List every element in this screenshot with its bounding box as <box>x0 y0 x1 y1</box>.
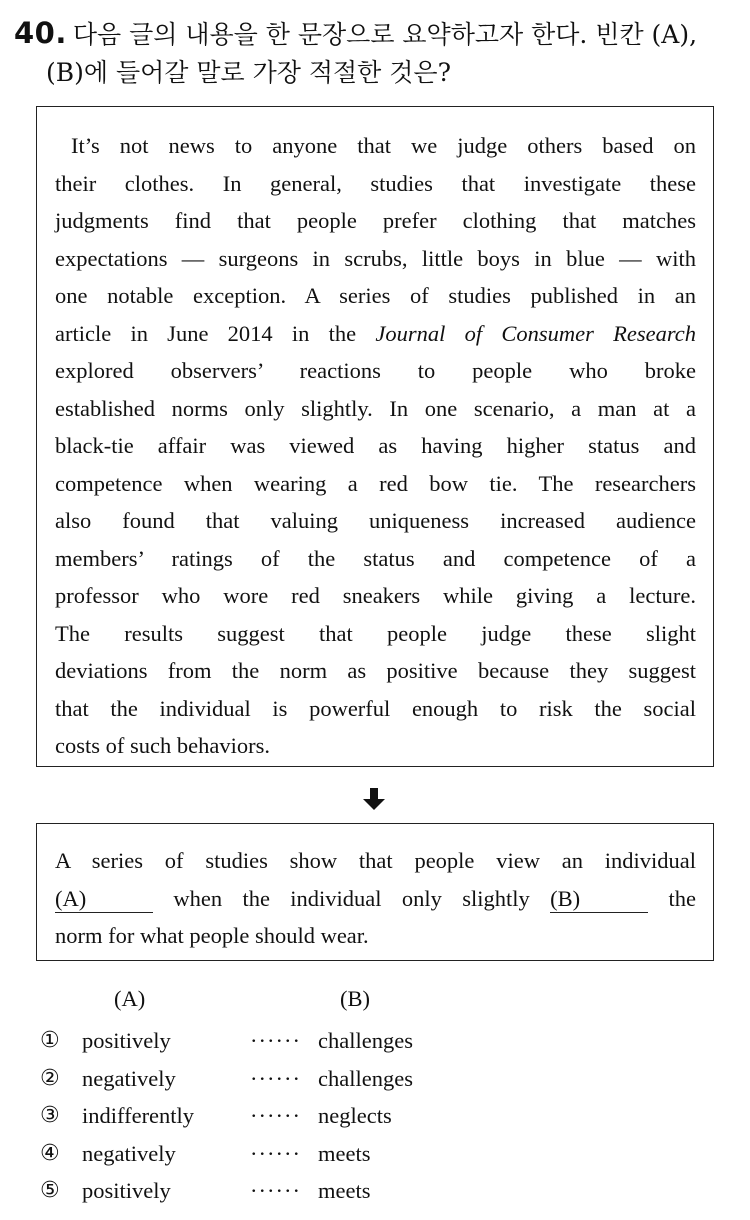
summary-line1: A series of studies show that people view an individual <box>55 848 696 873</box>
choice-a-text: indifferently <box>82 1103 195 1128</box>
choice-dots: ······ <box>250 1140 301 1166</box>
passage-line: expectations — surgeons in scrubs, little boys in blue — with <box>55 245 696 271</box>
choice-dots: ······ <box>250 1178 301 1203</box>
summary-box <box>36 823 714 961</box>
passage-line: The results suggest that people judge these slight <box>55 620 696 646</box>
passage-line-with-journal <box>55 315 696 353</box>
choice-number: ④ <box>40 1140 60 1166</box>
passage-line: explored observers’ reactions to people who broke <box>55 358 696 383</box>
passage-line: members’ ratings of the status and competence of a <box>55 545 696 571</box>
passage-line: one notable exception. A series of studies published in an <box>55 283 696 308</box>
choice-dots: ······ <box>250 1103 301 1128</box>
choice-number: ⑤ <box>40 1178 60 1203</box>
choice-a-text: positively <box>82 1178 171 1203</box>
passage-line: that the individual is powerful enough to risk the social <box>55 695 696 721</box>
passage-line: It’s not news to anyone that we judge others based on <box>71 133 696 158</box>
passage-line-text: article in June 2014 in the <box>55 320 357 346</box>
summary-line3: norm for what people should wear. <box>55 923 369 948</box>
question-prompt-line2: (B)에 들어갈 말로 가장 적절한 것은? <box>46 58 451 87</box>
passage-line: professor who wore red sneakers while giving a lecture. <box>55 583 696 608</box>
choice-dots: ······ <box>250 1065 301 1091</box>
choice-b-text: challenges <box>318 1065 413 1091</box>
passage-line: deviations from the norm as positive because they suggest <box>55 658 696 683</box>
question-header <box>14 14 730 92</box>
summary-line2-mid: when the individual only slightly <box>173 885 530 911</box>
summary-line2-end: the <box>668 885 696 911</box>
question-prompt-line1: 다음 글의 내용을 한 문장으로 요약하고자 한다. 빈칸 (A), <box>72 20 698 49</box>
choice-b-text: meets <box>318 1140 371 1166</box>
choice-header-b: (B) <box>340 986 370 1011</box>
choice-number: ② <box>40 1065 60 1091</box>
choice-a-text: negatively <box>82 1065 176 1091</box>
arrow-down-icon <box>361 786 387 812</box>
choice-b-text: neglects <box>318 1103 392 1128</box>
passage-line: also found that valuing uniqueness increased audience <box>55 508 696 533</box>
question-number: 40. <box>14 16 67 50</box>
passage-box <box>36 106 714 767</box>
blank-a: (A) <box>55 886 153 913</box>
choice-header-a: (A) <box>114 986 146 1011</box>
choice-dots: ······ <box>250 1028 301 1053</box>
choice-a-text: positively <box>82 1028 171 1053</box>
choice-number: ① <box>40 1028 60 1053</box>
passage-line: black-tie affair was viewed as having higher status and <box>55 433 696 458</box>
journal-title: Journal of Consumer Research <box>375 320 696 346</box>
choice-a-text: negatively <box>82 1140 176 1166</box>
summary-line2 <box>55 880 696 918</box>
passage-line: established norms only slightly. In one scenario, a man at a <box>55 395 696 421</box>
blank-b: (B) <box>550 886 648 913</box>
choice-number: ③ <box>40 1103 60 1128</box>
choice-b-text: meets <box>318 1178 371 1203</box>
choice-b-text: challenges <box>318 1028 413 1053</box>
passage-line: judgments find that people prefer clothing that matches <box>55 208 696 233</box>
passage-line: competence when wearing a red bow tie. The researchers <box>55 470 696 496</box>
passage-line: their clothes. In general, studies that investigate these <box>55 170 696 196</box>
passage-line: costs of such behaviors. <box>55 733 270 758</box>
